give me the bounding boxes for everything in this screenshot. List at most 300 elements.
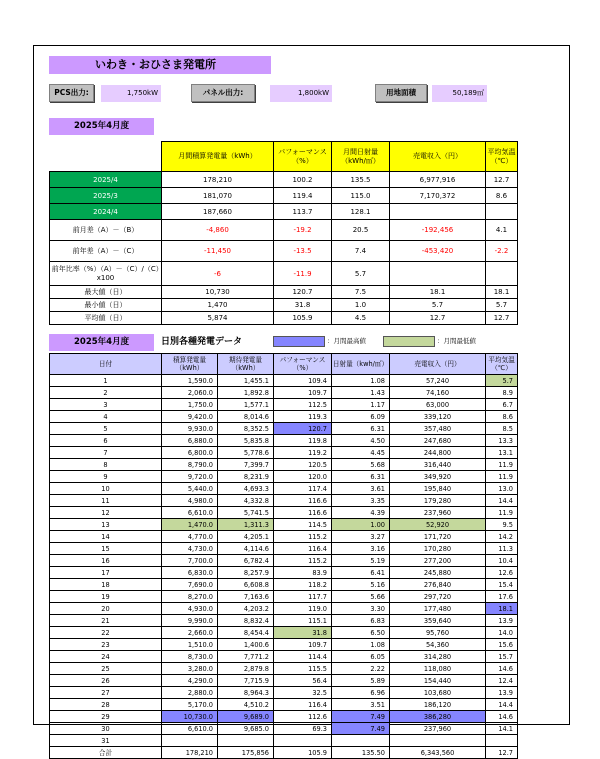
daily-cell: 14.6 [486, 711, 518, 723]
daily-cell: 118.2 [274, 579, 332, 591]
daily-cell: 9,930.0 [162, 423, 218, 435]
summary-cell [390, 262, 486, 286]
daily-cell: 8,964.3 [218, 687, 274, 699]
daily-cell: 32.5 [274, 687, 332, 699]
daily-date-cell: 16 [50, 555, 162, 567]
daily-cell: 3.16 [332, 543, 390, 555]
daily-cell: 8,352.5 [218, 423, 274, 435]
daily-cell: 8,270.0 [162, 591, 218, 603]
summary-cell: 12.7 [486, 172, 518, 188]
daily-cell: 2,660.0 [162, 627, 218, 639]
daily-row [50, 543, 518, 555]
daily-cell [218, 735, 274, 747]
daily-date-cell: 2 [50, 387, 162, 399]
summary-cell: 7.4 [332, 241, 390, 262]
daily-cell: 4,205.1 [218, 531, 274, 543]
summary-row-label: 最大値（日） [50, 286, 162, 299]
daily-cell: 6.41 [332, 567, 390, 579]
summary-cell: 4.5 [332, 312, 390, 325]
daily-cell: 5.89 [332, 675, 390, 687]
daily-cell: 95,760 [390, 627, 486, 639]
daily-date-cell: 25 [50, 663, 162, 675]
daily-cell: 316,440 [390, 459, 486, 471]
daily-cell: 112.6 [274, 711, 332, 723]
summary-cell: 115.0 [332, 188, 390, 204]
daily-cell: 244,800 [390, 447, 486, 459]
daily-row [50, 603, 518, 615]
daily-row [50, 411, 518, 423]
daily-date-cell: 18 [50, 579, 162, 591]
summary-cell: -6 [162, 262, 274, 286]
summary-cell: -11,450 [162, 241, 274, 262]
daily-cell: 237,960 [390, 507, 486, 519]
summary-cell: -4,860 [162, 220, 274, 241]
daily-cell: 154,440 [390, 675, 486, 687]
daily-cell: 6,782.4 [218, 555, 274, 567]
summary-row [50, 241, 518, 262]
daily-date-cell: 10 [50, 483, 162, 495]
daily-cell: 5.16 [332, 579, 390, 591]
daily-cell: 8,257.9 [218, 567, 274, 579]
daily-date-cell: 9 [50, 471, 162, 483]
daily-cell: 57,240 [390, 375, 486, 387]
daily-cell: 2,060.0 [162, 387, 218, 399]
daily-date-cell: 28 [50, 699, 162, 711]
daily-cell: 11.3 [486, 543, 518, 555]
daily-cell: 247,680 [390, 435, 486, 447]
panel-output-value: 1,800kW [270, 85, 332, 102]
daily-cell: 1,590.0 [162, 375, 218, 387]
daily-row [50, 555, 518, 567]
summary-cell: 7,170,372 [390, 188, 486, 204]
land-area-label: 用地面積 [375, 84, 427, 102]
daily-cell: 9,720.0 [162, 471, 218, 483]
daily-date-cell: 3 [50, 399, 162, 411]
summary-cell: 4.1 [486, 220, 518, 241]
daily-cell: 12.7 [486, 747, 518, 759]
daily-row [50, 687, 518, 699]
daily-cell: 6,800.0 [162, 447, 218, 459]
daily-date-cell: 20 [50, 603, 162, 615]
daily-cell: 119.2 [274, 447, 332, 459]
daily-cell: 6.96 [332, 687, 390, 699]
daily-cell: 1,470.0 [162, 519, 218, 531]
daily-row [50, 747, 518, 759]
daily-cell: 114.4 [274, 651, 332, 663]
daily-cell: 14.4 [486, 495, 518, 507]
col-header-performance: パフォーマンス（%） [274, 142, 332, 172]
summary-cell: 18.1 [486, 286, 518, 299]
daily-cell: 109.7 [274, 639, 332, 651]
daily-subheading: 日別各種発電データ [161, 337, 243, 347]
daily-cell: 359,640 [390, 615, 486, 627]
daily-cell: 7,715.9 [218, 675, 274, 687]
daily-row [50, 387, 518, 399]
daily-cell: 1,311.3 [218, 519, 274, 531]
summary-cell: 100.2 [274, 172, 332, 188]
daily-date-cell: 22 [50, 627, 162, 639]
daily-cell: 3.30 [332, 603, 390, 615]
daily-cell: 7.49 [332, 723, 390, 735]
summary-cell: 105.9 [274, 312, 332, 325]
summary-row-label: 2025/4 [50, 172, 162, 188]
daily-cell: 3.61 [332, 483, 390, 495]
summary-row [50, 204, 518, 220]
daily-cell: 7,700.0 [162, 555, 218, 567]
daily-cell: 6.09 [332, 411, 390, 423]
daily-row [50, 615, 518, 627]
daily-cell: 4,203.2 [218, 603, 274, 615]
daily-date-cell: 30 [50, 723, 162, 735]
daily-cell: 6,343,560 [390, 747, 486, 759]
summary-cell: 20.5 [332, 220, 390, 241]
daily-cell: 8,454.4 [218, 627, 274, 639]
daily-cell: 115.2 [274, 531, 332, 543]
daily-cell: 8,231.9 [218, 471, 274, 483]
daily-cell: 276,840 [390, 579, 486, 591]
daily-cell: 11.9 [486, 471, 518, 483]
daily-cell: 116.4 [274, 543, 332, 555]
daily-row [50, 627, 518, 639]
daily-row [50, 375, 518, 387]
daily-cell: 10,730.0 [162, 711, 218, 723]
daily-cell: 6,610.0 [162, 723, 218, 735]
summary-cell: 12.7 [486, 312, 518, 325]
daily-cell: 109.7 [274, 387, 332, 399]
daily-cell: 4,930.0 [162, 603, 218, 615]
summary-cell: 1,470 [162, 299, 274, 312]
daily-cell: 179,280 [390, 495, 486, 507]
daily-cell: 109.4 [274, 375, 332, 387]
daily-cell: 116.6 [274, 495, 332, 507]
daily-cell: 1,400.6 [218, 639, 274, 651]
daily-row [50, 435, 518, 447]
summary-row-label: 最小値（日） [50, 299, 162, 312]
daily-date-cell: 26 [50, 675, 162, 687]
daily-cell: 13.0 [486, 483, 518, 495]
daily-cell: 8.6 [486, 411, 518, 423]
daily-cell: 3.27 [332, 531, 390, 543]
daily-date-cell: 27 [50, 687, 162, 699]
daily-cell: 5,835.8 [218, 435, 274, 447]
summary-row-label: 前月差（A）－（B） [50, 220, 162, 241]
daily-cell: 69.3 [274, 723, 332, 735]
summary-cell: -13.5 [274, 241, 332, 262]
daily-row [50, 639, 518, 651]
daily-cell: 6.7 [486, 399, 518, 411]
daily-cell: 120.5 [274, 459, 332, 471]
legend-low-text: ：月間最低値 [437, 337, 476, 345]
daily-cell: 1.17 [332, 399, 390, 411]
daily-cell: 115.2 [274, 555, 332, 567]
daily-date-cell: 1 [50, 375, 162, 387]
daily-cell: 7.49 [332, 711, 390, 723]
daily-row [50, 723, 518, 735]
summary-corner [50, 142, 162, 172]
daily-cell: 14.1 [486, 723, 518, 735]
summary-cell: 113.7 [274, 204, 332, 220]
daily-cell: 14.6 [486, 663, 518, 675]
daily-cell: 12.4 [486, 675, 518, 687]
daily-cell: 119.8 [274, 435, 332, 447]
summary-cell: 31.8 [274, 299, 332, 312]
daily-cell: 9,420.0 [162, 411, 218, 423]
daily-cell: 8,790.0 [162, 459, 218, 471]
summary-cell: 128.1 [332, 204, 390, 220]
daily-cell: 9.5 [486, 519, 518, 531]
summary-row [50, 286, 518, 299]
daily-date-cell: 5 [50, 423, 162, 435]
daily-cell: 17.6 [486, 591, 518, 603]
daily-cell: 11.9 [486, 507, 518, 519]
daily-date-cell: 合計 [50, 747, 162, 759]
daily-row [50, 699, 518, 711]
daily-date-cell: 19 [50, 591, 162, 603]
daily-cell: 178,210 [162, 747, 218, 759]
daily-date-cell: 7 [50, 447, 162, 459]
daily-cell: 52,920 [390, 519, 486, 531]
daily-cell: 13.1 [486, 447, 518, 459]
daily-cell: 13.3 [486, 435, 518, 447]
daily-cell: 4,980.0 [162, 495, 218, 507]
daily-date-cell: 6 [50, 435, 162, 447]
legend-high-swatch [273, 336, 325, 347]
daily-cell [332, 735, 390, 747]
daily-cell: 115.5 [274, 663, 332, 675]
daily-date-cell: 23 [50, 639, 162, 651]
daily-cell: 6.50 [332, 627, 390, 639]
daily-cell: 6,880.0 [162, 435, 218, 447]
daily-date-cell: 11 [50, 495, 162, 507]
daily-cell: 117.4 [274, 483, 332, 495]
daily-cell: 357,480 [390, 423, 486, 435]
daily-row [50, 579, 518, 591]
daily-cell: 6,608.8 [218, 579, 274, 591]
daily-cell: 6.31 [332, 423, 390, 435]
daily-cell: 5,741.5 [218, 507, 274, 519]
daily-cell: 4,290.0 [162, 675, 218, 687]
daily-row [50, 567, 518, 579]
summary-cell: -453,420 [390, 241, 486, 262]
col-header-monthly-generation: 月間積算発電量（kWh） [162, 142, 274, 172]
daily-cell: 171,720 [390, 531, 486, 543]
daily-cell: 6.31 [332, 471, 390, 483]
daily-cell: 314,280 [390, 651, 486, 663]
daily-cell: 10.4 [486, 555, 518, 567]
summary-cell [486, 262, 518, 286]
summary-row [50, 188, 518, 204]
daily-cell: 103,680 [390, 687, 486, 699]
daily-cell: 118,080 [390, 663, 486, 675]
daily-cell: 120.0 [274, 471, 332, 483]
daily-cell: 4,332.8 [218, 495, 274, 507]
daily-col-header: 売電収入（円） [390, 354, 486, 375]
daily-cell: 2.22 [332, 663, 390, 675]
summary-cell: -11.9 [274, 262, 332, 286]
summary-cell: -192,456 [390, 220, 486, 241]
daily-cell: 63,000 [390, 399, 486, 411]
pcs-output-value: 1,750kW [101, 85, 161, 102]
daily-cell: 175,856 [218, 747, 274, 759]
daily-cell: 4.50 [332, 435, 390, 447]
daily-cell: 4,693.3 [218, 483, 274, 495]
daily-cell: 18.1 [486, 603, 518, 615]
daily-col-header: 期待発電量（kWh） [218, 354, 274, 375]
daily-col-header: 日付 [50, 354, 162, 375]
daily-cell: 15.4 [486, 579, 518, 591]
daily-row [50, 423, 518, 435]
daily-cell: 186,120 [390, 699, 486, 711]
daily-cell: 3.35 [332, 495, 390, 507]
daily-cell: 74,160 [390, 387, 486, 399]
daily-cell: 56.4 [274, 675, 332, 687]
page-title: いわき・おひさま発電所 [49, 56, 271, 74]
daily-date-cell: 14 [50, 531, 162, 543]
daily-cell: 7,690.0 [162, 579, 218, 591]
summary-cell: 5.7 [486, 299, 518, 312]
daily-cell: 1,455.1 [218, 375, 274, 387]
summary-cell: -2.2 [486, 241, 518, 262]
daily-cell: 4,770.0 [162, 531, 218, 543]
daily-row [50, 735, 518, 747]
daily-cell: 83.9 [274, 567, 332, 579]
summary-cell: 12.7 [390, 312, 486, 325]
summary-cell: 178,210 [162, 172, 274, 188]
summary-cell: 5,874 [162, 312, 274, 325]
daily-cell: 14.2 [486, 531, 518, 543]
daily-cell: 11.9 [486, 459, 518, 471]
daily-row [50, 519, 518, 531]
daily-cell [162, 735, 218, 747]
summary-row-label: 2025/3 [50, 188, 162, 204]
monthly-summary-table [49, 141, 518, 325]
summary-cell: 6,977,916 [390, 172, 486, 188]
daily-cell: 8.5 [486, 423, 518, 435]
daily-cell: 114.5 [274, 519, 332, 531]
daily-cell: 386,280 [390, 711, 486, 723]
daily-cell: 2,879.8 [218, 663, 274, 675]
daily-row [50, 675, 518, 687]
daily-date-cell: 29 [50, 711, 162, 723]
daily-cell: 4.45 [332, 447, 390, 459]
summary-row [50, 262, 518, 286]
daily-cell: 170,280 [390, 543, 486, 555]
daily-date-cell: 31 [50, 735, 162, 747]
daily-cell: 297,720 [390, 591, 486, 603]
col-header-avg-temperature: 平均気温（℃） [486, 142, 518, 172]
daily-heading: 2025年4月度 [49, 334, 154, 351]
daily-cell: 5,440.0 [162, 483, 218, 495]
daily-cell: 8,730.0 [162, 651, 218, 663]
daily-row [50, 507, 518, 519]
daily-cell: 116.6 [274, 507, 332, 519]
summary-cell: 135.5 [332, 172, 390, 188]
daily-cell: 54,360 [390, 639, 486, 651]
daily-cell: 5.19 [332, 555, 390, 567]
daily-cell: 6.83 [332, 615, 390, 627]
daily-cell: 5,170.0 [162, 699, 218, 711]
daily-cell: 5.68 [332, 459, 390, 471]
daily-row [50, 711, 518, 723]
daily-cell: 7,399.7 [218, 459, 274, 471]
summary-cell: 10,730 [162, 286, 274, 299]
daily-cell [486, 735, 518, 747]
daily-cell: 6.05 [332, 651, 390, 663]
daily-cell: 119.3 [274, 411, 332, 423]
summary-row [50, 312, 518, 325]
daily-date-cell: 17 [50, 567, 162, 579]
daily-cell: 245,880 [390, 567, 486, 579]
daily-cell: 116.4 [274, 699, 332, 711]
daily-data-table [49, 353, 518, 759]
daily-cell: 1,892.8 [218, 387, 274, 399]
daily-cell: 14.0 [486, 627, 518, 639]
daily-cell: 2,880.0 [162, 687, 218, 699]
daily-date-cell: 21 [50, 615, 162, 627]
summary-cell: -19.2 [274, 220, 332, 241]
daily-cell: 3,280.0 [162, 663, 218, 675]
daily-cell: 8,014.6 [218, 411, 274, 423]
daily-cell: 6,610.0 [162, 507, 218, 519]
summary-cell: 7.5 [332, 286, 390, 299]
daily-cell [390, 735, 486, 747]
daily-cell: 4,730.0 [162, 543, 218, 555]
legend-low-swatch [383, 336, 435, 347]
daily-cell: 120.7 [274, 423, 332, 435]
daily-cell: 1,750.0 [162, 399, 218, 411]
daily-cell: 8.9 [486, 387, 518, 399]
daily-cell: 31.8 [274, 627, 332, 639]
col-header-monthly-irradiation: 月間日射量（kWh/㎡） [332, 142, 390, 172]
daily-cell: 4,510.2 [218, 699, 274, 711]
summary-cell: 18.1 [390, 286, 486, 299]
daily-row [50, 399, 518, 411]
daily-cell: 1,510.0 [162, 639, 218, 651]
summary-row-label: 平均値（日） [50, 312, 162, 325]
daily-date-cell: 13 [50, 519, 162, 531]
daily-cell: 277,200 [390, 555, 486, 567]
daily-cell: 1,577.1 [218, 399, 274, 411]
pcs-output-label: PCS出力: [49, 84, 94, 102]
daily-cell: 237,960 [390, 723, 486, 735]
daily-date-cell: 15 [50, 543, 162, 555]
daily-cell: 117.7 [274, 591, 332, 603]
daily-cell: 1.43 [332, 387, 390, 399]
daily-row [50, 471, 518, 483]
daily-cell: 4.39 [332, 507, 390, 519]
summary-cell: 5.7 [332, 262, 390, 286]
summary-row-label: 2024/4 [50, 204, 162, 220]
daily-row [50, 651, 518, 663]
daily-col-header: パフォーマンス（%） [274, 354, 332, 375]
daily-cell: 177,480 [390, 603, 486, 615]
daily-row [50, 483, 518, 495]
daily-date-cell: 4 [50, 411, 162, 423]
daily-col-header: 日射量（kwh/㎡） [332, 354, 390, 375]
summary-cell: 8.6 [486, 188, 518, 204]
summary-cell: 1.0 [332, 299, 390, 312]
daily-col-header: 平均気温（℃） [486, 354, 518, 375]
daily-cell: 6,830.0 [162, 567, 218, 579]
daily-cell: 8,832.4 [218, 615, 274, 627]
daily-cell [274, 735, 332, 747]
daily-cell: 5.7 [486, 375, 518, 387]
daily-cell: 115.1 [274, 615, 332, 627]
daily-cell: 13.9 [486, 687, 518, 699]
daily-row [50, 531, 518, 543]
daily-cell: 7,163.6 [218, 591, 274, 603]
daily-cell: 14.4 [486, 699, 518, 711]
